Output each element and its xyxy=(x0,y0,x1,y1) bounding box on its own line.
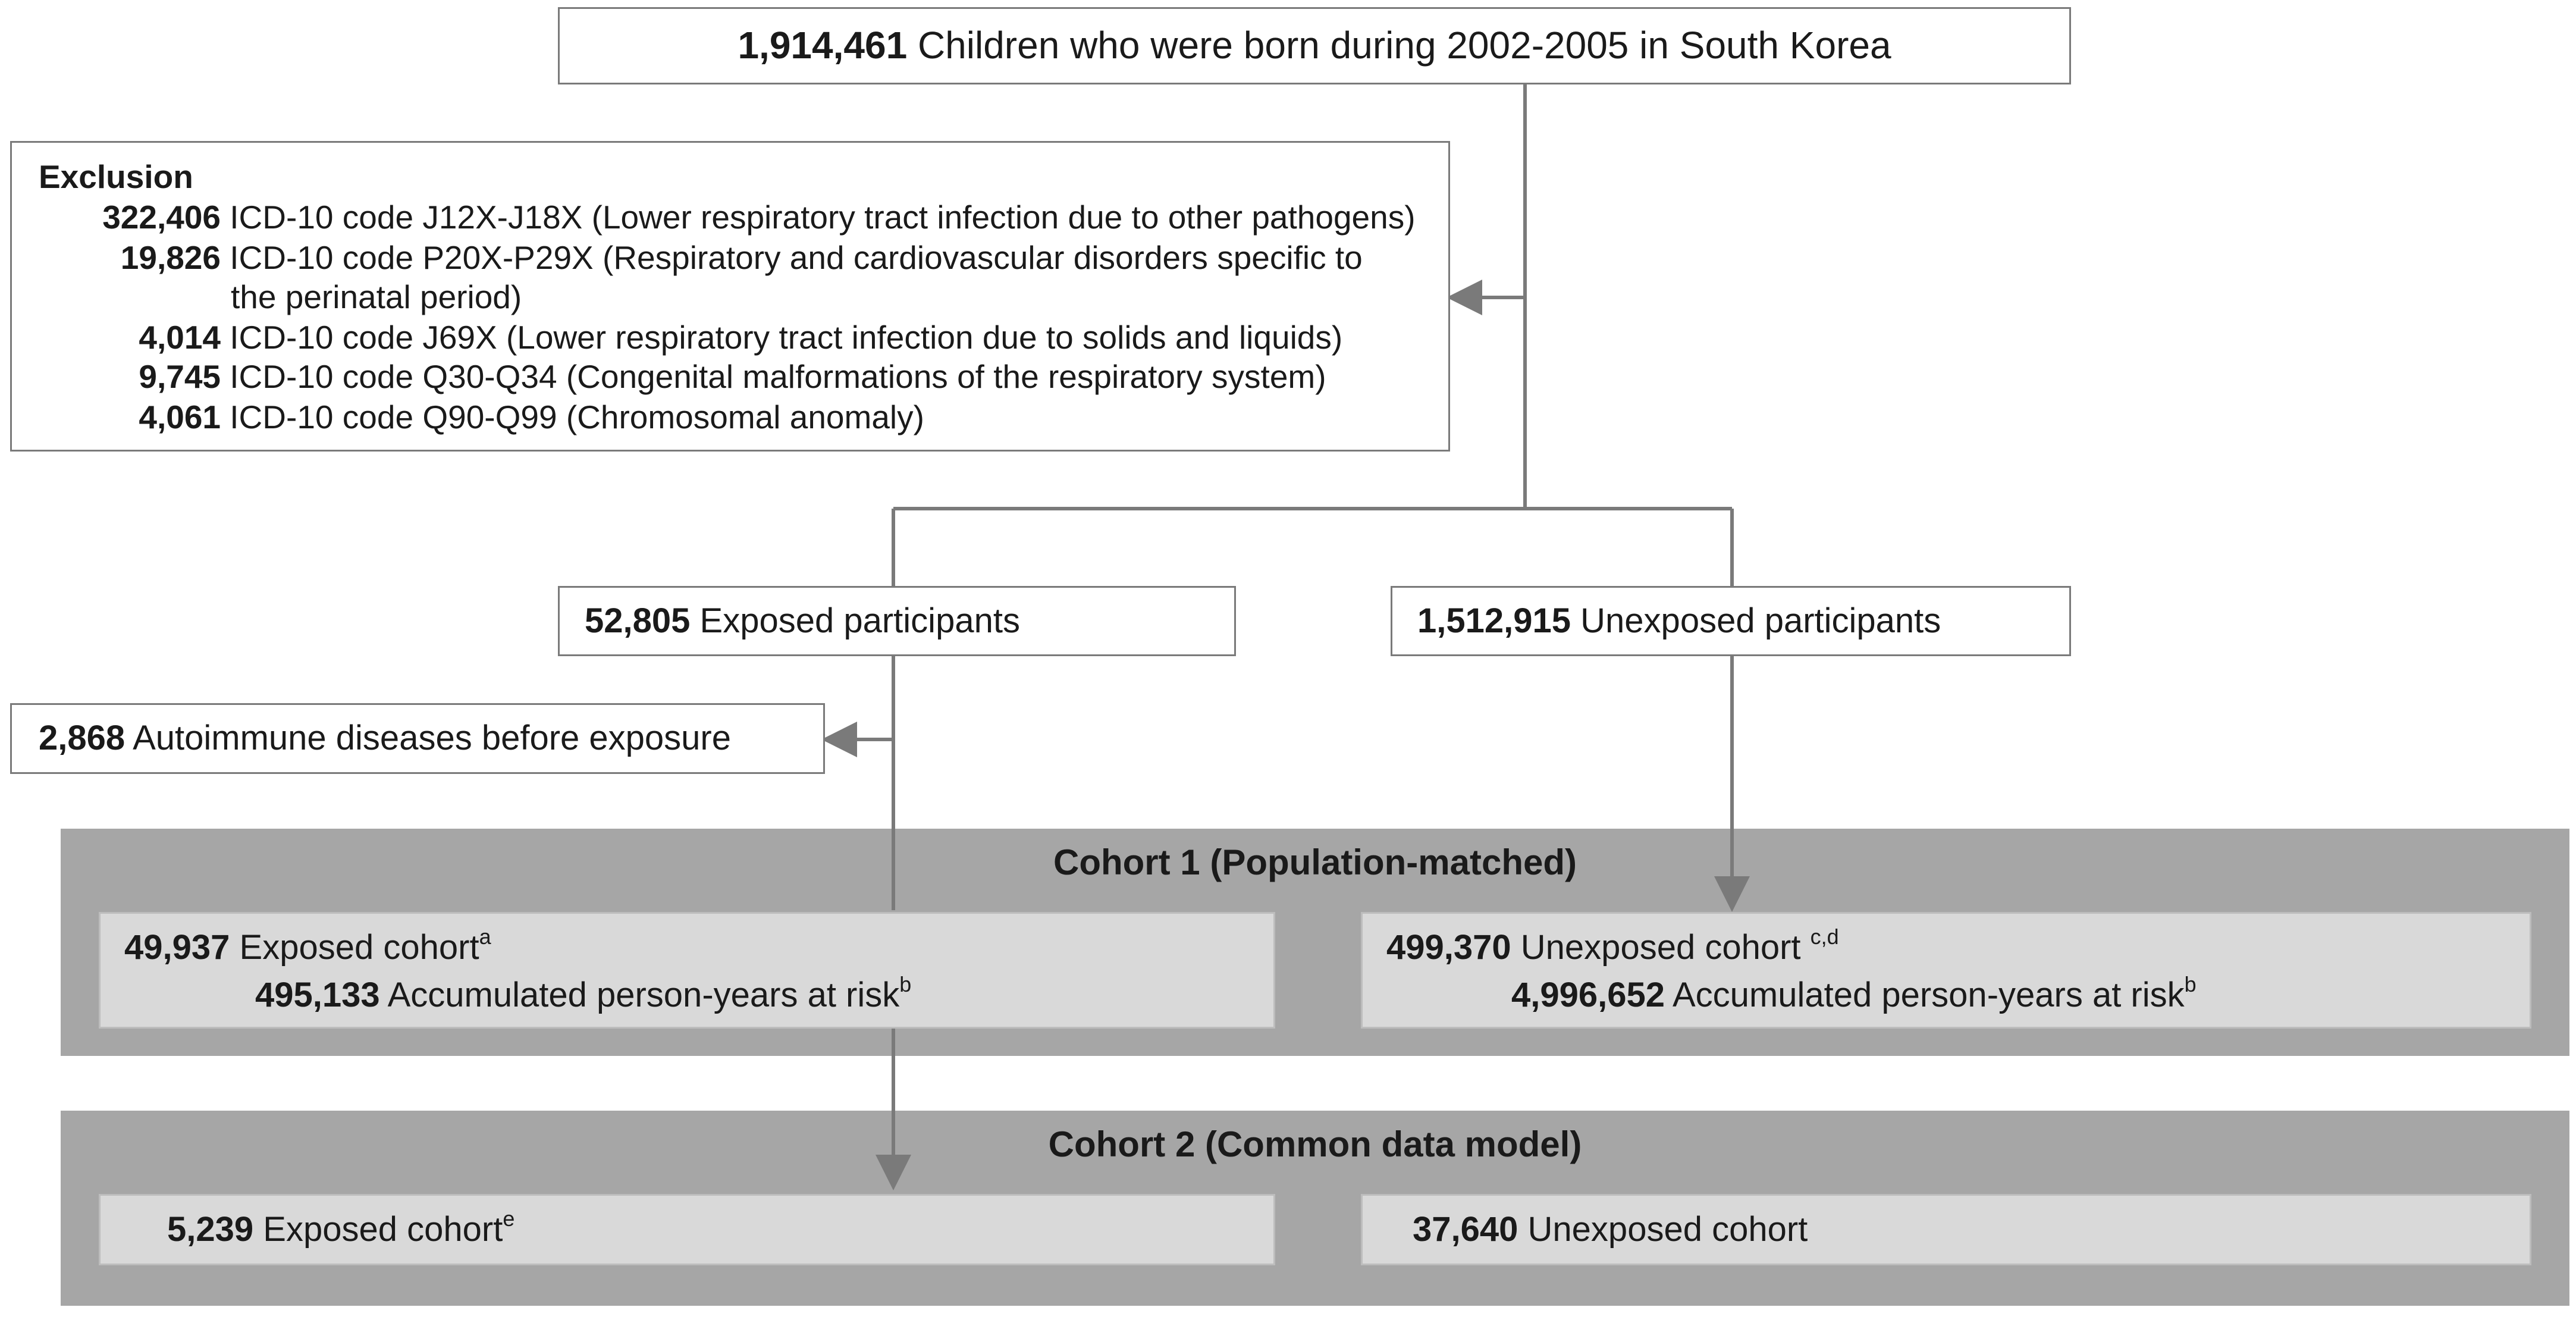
population-count: 1,914,461 xyxy=(738,24,908,67)
cohort2-exposed-count: 5,239 xyxy=(167,1210,254,1249)
population-label: Children who were born during 2002-2005 in South Korea xyxy=(917,24,1891,67)
cohort1-unexposed-sup: c,d xyxy=(1810,924,1839,949)
exclusion-box xyxy=(10,141,1450,452)
cohort2-exposed-sup: e xyxy=(503,1206,515,1231)
autoimmune-text xyxy=(39,719,731,758)
unexposed-participants-count: 1,512,915 xyxy=(1417,601,1571,640)
exclusion-text: ICD-10 code J12X-J18X (Lower respiratory tract infection due to other pathogens) xyxy=(230,199,1416,236)
cohort1-unexposed-py-count: 4,996,652 xyxy=(1511,976,1665,1014)
population-box xyxy=(558,7,2071,84)
exclusion-item xyxy=(36,239,1363,276)
cohort1-title: Cohort 1 (Population-matched) xyxy=(1053,842,1577,882)
exclusion-text: the perinatal period) xyxy=(231,278,522,315)
autoimmune-box xyxy=(10,703,825,774)
exclusion-item xyxy=(36,201,1416,234)
exclusion-title: Exclusion xyxy=(39,158,193,195)
cohort2-unexposed-label: Unexposed cohort xyxy=(1527,1210,1808,1249)
exclusion-count: 4,061 xyxy=(139,399,221,435)
exposed-participants-count: 52,805 xyxy=(585,601,691,640)
exclusion-text: ICD-10 code J69X (Lower respiratory tract infection due to solids and liquids) xyxy=(230,319,1343,356)
exclusion-count: 19,826 xyxy=(120,239,221,276)
unexposed-participants-box xyxy=(1391,586,2071,656)
exposed-participants-text xyxy=(585,601,1020,641)
exclusion-item xyxy=(36,358,1326,395)
cohort1-unexposed-py-label: Accumulated person-years at risk xyxy=(1672,976,2185,1014)
exclusion-text: ICD-10 code Q30-Q34 (Congenital malformations of the respiratory system) xyxy=(230,358,1326,395)
exclusion-item xyxy=(36,321,1342,354)
cohort1-exposed-label: Exposed cohort xyxy=(239,928,479,967)
population-text xyxy=(738,24,1891,68)
exclusion-count: 4,014 xyxy=(139,319,221,356)
cohort1-exposed-py-label: Accumulated person-years at risk xyxy=(387,976,900,1014)
cohort1-exposed-py-sup: b xyxy=(899,971,912,996)
exposed-participants-box xyxy=(558,586,1236,656)
unexposed-participants-label: Unexposed participants xyxy=(1580,601,1941,640)
unexposed-participants-text xyxy=(1417,601,1941,641)
cohort1-exposed-count: 49,937 xyxy=(124,928,230,967)
cohort2-title: Cohort 2 (Common data model) xyxy=(1048,1124,1582,1164)
exclusion-count: 9,745 xyxy=(139,358,221,395)
exclusion-text: ICD-10 code P20X-P29X (Respiratory and cardiovascular disorders specific to xyxy=(230,239,1363,276)
autoimmune-label: Autoimmune diseases before exposure xyxy=(133,719,731,758)
cohort2-unexposed-count: 37,640 xyxy=(1413,1210,1518,1249)
cohort2-exposed-label: Exposed cohort xyxy=(263,1210,503,1249)
cohort1-exposed-py-count: 495,133 xyxy=(255,976,380,1014)
exclusion-item-continued xyxy=(231,278,522,315)
autoimmune-count: 2,868 xyxy=(39,719,125,758)
exclusion-text: ICD-10 code Q90-Q99 (Chromosomal anomaly) xyxy=(230,399,924,435)
exclusion-item xyxy=(36,401,924,434)
cohort1-unexposed-py-sup: b xyxy=(2184,971,2197,996)
exclusion-count: 322,406 xyxy=(102,199,221,236)
cohort1-unexposed-label: Unexposed cohort xyxy=(1520,928,1811,967)
cohort1-unexposed-count: 499,370 xyxy=(1386,928,1511,967)
exposed-participants-label: Exposed participants xyxy=(699,601,1020,640)
cohort1-exposed-sup: a xyxy=(479,924,491,949)
